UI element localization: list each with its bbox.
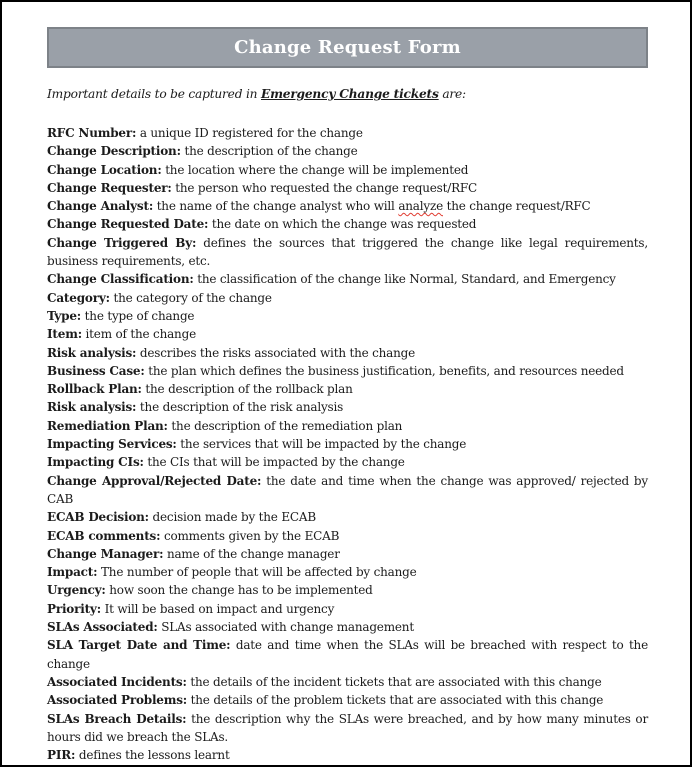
field-label: RFC Number: xyxy=(47,126,137,140)
field-label: Change Requested Date: xyxy=(47,217,209,232)
field-label: Change Analyst: xyxy=(47,199,154,214)
document-content xyxy=(2,27,690,764)
field-description: the date and time when the change was approved/ rejected by CAB xyxy=(47,473,648,506)
field-row xyxy=(47,545,648,563)
field-label: ECAB Decision: xyxy=(47,510,149,525)
field-list xyxy=(47,124,648,764)
field-label: Change Classification: xyxy=(47,272,194,287)
field-description: defines the lessons learnt xyxy=(78,748,230,763)
field-row xyxy=(47,673,648,691)
field-description: SLAs associated with change management xyxy=(161,620,414,635)
field-row xyxy=(47,636,648,673)
field-description: the description of the change xyxy=(184,144,358,159)
field-label: Risk analysis: xyxy=(47,345,137,360)
field-description: The number of people that will be affected by change xyxy=(100,565,417,580)
field-label: Risk analysis: xyxy=(47,400,137,415)
field-row xyxy=(47,746,648,764)
field-row xyxy=(47,325,648,343)
intro-line xyxy=(47,87,648,102)
field-row xyxy=(47,124,648,142)
field-row xyxy=(47,142,648,160)
field-description: name of the change manager xyxy=(166,546,340,561)
field-description: defines the sources that triggered the change like legal requirements, business requirements, etc. xyxy=(47,235,648,269)
field-description: the classification of the change like Normal, Standard, and Emergency xyxy=(197,272,616,287)
field-label: Change Description: xyxy=(47,144,181,159)
field-label: Item: xyxy=(47,327,82,342)
field-label: Associated Problems: xyxy=(47,693,188,708)
field-description: the CIs that will be impacted by the change xyxy=(147,455,405,470)
field-row xyxy=(47,417,648,435)
field-description: describes the risks associated with the change xyxy=(139,345,416,360)
field-label: Type: xyxy=(47,308,82,323)
field-description: the person who requested the change request/RFC xyxy=(175,180,478,195)
field-description: the services that will be impacted by the change xyxy=(180,437,467,452)
field-description: the category of the change xyxy=(113,290,272,305)
field-row xyxy=(47,307,648,325)
field-description: the date on which the change was requested xyxy=(211,217,477,232)
intro-suffix: are: xyxy=(438,87,466,101)
field-row xyxy=(47,234,648,271)
field-row xyxy=(47,527,648,545)
field-row xyxy=(47,453,648,471)
field-description: the details of the incident tickets that are associated with this change xyxy=(190,674,602,689)
field-label: Change Manager: xyxy=(47,546,164,561)
field-description: It will be based on impact and urgency xyxy=(104,601,335,616)
field-row xyxy=(47,344,648,362)
field-row xyxy=(47,362,648,380)
field-description: the details of the problem tickets that are associated with this change xyxy=(190,693,604,708)
field-label: Impacting Services: xyxy=(47,437,177,452)
field-label: Remediation Plan: xyxy=(47,418,168,433)
field-row xyxy=(47,435,648,453)
field-row xyxy=(47,581,648,599)
field-label: ECAB comments: xyxy=(47,528,161,543)
field-label: Business Case: xyxy=(47,363,145,378)
spellcheck-word: analyze xyxy=(398,199,443,214)
intro-highlight: Emergency Change tickets xyxy=(261,87,439,101)
field-label: Change Requester: xyxy=(47,180,172,195)
field-description: a unique ID registered for the change xyxy=(139,126,363,140)
field-row xyxy=(47,197,648,215)
field-description: item of the change xyxy=(85,327,196,342)
field-label: SLA Target Date and Time: xyxy=(47,638,231,653)
field-label: Impacting CIs: xyxy=(47,455,144,470)
field-row xyxy=(47,161,648,179)
field-label: Change Location: xyxy=(47,162,162,177)
field-row xyxy=(47,563,648,581)
field-description: the description of the rollback plan xyxy=(145,382,353,397)
field-row xyxy=(47,289,648,307)
field-row xyxy=(47,618,648,636)
field-label: Priority: xyxy=(47,601,101,616)
field-row xyxy=(47,270,648,288)
page-title: Change Request Form xyxy=(234,37,461,58)
field-description: how soon the change has to be implemented xyxy=(109,583,373,598)
field-label: Category: xyxy=(47,290,110,305)
field-description: the plan which defines the business justification, benefits, and resources needed xyxy=(148,363,624,378)
field-row xyxy=(47,215,648,233)
field-row xyxy=(47,691,648,709)
field-label: SLAs Breach Details: xyxy=(47,711,187,726)
field-description: the description of the risk analysis xyxy=(139,400,344,415)
field-label: Change Approval/Rejected Date: xyxy=(47,473,262,488)
field-description: the description why the SLAs were breached, and by how many minutes or hours did we breach the SLAs. xyxy=(47,711,648,744)
field-row xyxy=(47,179,648,197)
field-description: date and time when the SLAs will be breached with respect to the change xyxy=(47,638,648,671)
field-row xyxy=(47,710,648,747)
field-description: comments given by the ECAB xyxy=(163,528,340,543)
field-label: Associated Incidents: xyxy=(47,674,187,689)
field-description: decision made by the ECAB xyxy=(152,510,316,525)
field-row xyxy=(47,398,648,416)
field-description: the description of the remediation plan xyxy=(171,418,403,433)
field-label: Change Triggered By: xyxy=(47,235,197,250)
field-description: the type of change xyxy=(84,308,195,323)
field-row xyxy=(47,600,648,618)
field-description: the location where the change will be implemented xyxy=(165,162,469,177)
field-description: the name of the change analyst who will analyze the change request/RFC xyxy=(156,199,591,214)
field-label: Impact: xyxy=(47,565,98,580)
field-label: Rollback Plan: xyxy=(47,382,142,397)
field-row xyxy=(47,508,648,526)
field-label: PIR: xyxy=(47,748,76,763)
title-bar xyxy=(47,27,648,68)
field-row xyxy=(47,380,648,398)
intro-prefix: Important details to be captured in xyxy=(47,87,261,101)
field-row xyxy=(47,472,648,509)
field-label: SLAs Associated: xyxy=(47,620,158,635)
field-label: Urgency: xyxy=(47,583,106,598)
